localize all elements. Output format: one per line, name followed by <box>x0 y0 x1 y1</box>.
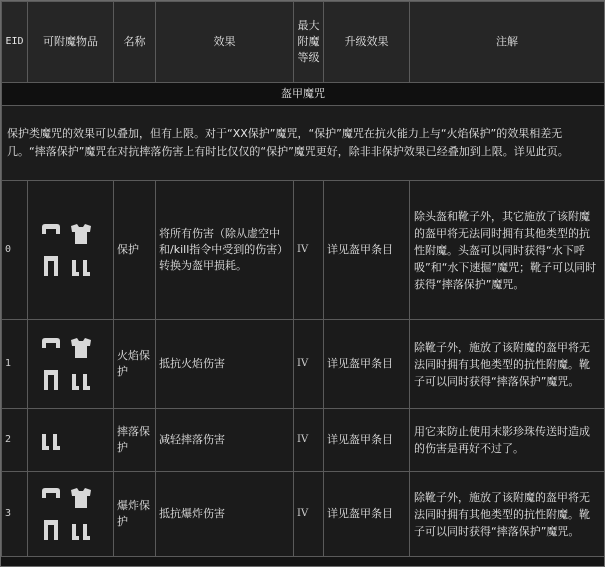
row-name: 保护 <box>114 181 156 320</box>
header-name: 名称 <box>114 2 156 83</box>
leggings-icon <box>39 368 63 392</box>
table-row <box>2 409 605 472</box>
row-effect: 将所有伤害（除从虚空中和/kill指令中受到的伤害）转换为盔甲损耗。 <box>156 181 294 320</box>
helmet-icon <box>39 336 63 360</box>
row-max-level: IV <box>294 320 324 409</box>
row-upgrade: 详见盔甲条目 <box>324 181 410 320</box>
row-effect: 抵抗火焰伤害 <box>156 320 294 409</box>
row-max-level: IV <box>294 181 324 320</box>
header-items: 可附魔物品 <box>28 2 114 83</box>
section-description: 保护类魔咒的效果可以叠加，但有上限。对于“XX保护”魔咒，“保护”魔咒在抗火能力上与“火焰保护”的效果相差无几。“摔落保护”魔咒在对抗摔落伤害上有时比仅仅的“保护”魔咒更好，除非非保护效果已经叠加到上限。详见此页。 <box>2 106 605 181</box>
row-items <box>28 409 114 472</box>
helmet-icon <box>39 222 63 246</box>
header-eid: EID <box>2 2 28 83</box>
row-items <box>28 181 114 320</box>
row-effect: 抵抗爆炸伤害 <box>156 472 294 557</box>
row-effect: 减轻摔落伤害 <box>156 409 294 472</box>
table-row <box>2 320 605 409</box>
row-upgrade: 详见盔甲条目 <box>324 472 410 557</box>
header-notes: 注解 <box>410 2 605 83</box>
header-max-level: 最大附魔等级 <box>294 2 324 83</box>
table-row <box>2 181 605 320</box>
header-upgrade: 升级效果 <box>324 2 410 83</box>
table-row <box>2 472 605 557</box>
row-max-level: IV <box>294 409 324 472</box>
row-items <box>28 472 114 557</box>
header-effect: 效果 <box>156 2 294 83</box>
section-title-row <box>2 83 605 106</box>
section-description-row <box>2 106 605 181</box>
row-upgrade: 详见盔甲条目 <box>324 409 410 472</box>
row-notes: 用它来防止使用末影珍珠传送时造成的伤害是再好不过了。 <box>410 409 605 472</box>
boots-icon <box>69 368 93 392</box>
row-eid: 1 <box>2 320 28 409</box>
leggings-icon <box>39 254 63 278</box>
row-upgrade: 详见盔甲条目 <box>324 320 410 409</box>
leggings-icon <box>39 518 63 542</box>
table-header-row <box>2 2 605 83</box>
row-eid: 3 <box>2 472 28 557</box>
chestplate-icon <box>69 222 93 246</box>
row-notes: 除靴子外，施放了该附魔的盔甲将无法同时拥有其他类型的抗性附魔。靴子可以同时获得“摔落保护”魔咒。 <box>410 472 605 557</box>
section-title: 盔甲魔咒 <box>2 83 605 106</box>
row-notes: 除头盔和靴子外，其它施放了该附魔的盔甲将无法同时拥有其他类型的抗性附魔。头盔可以同时获得“水下呼吸”和“水下速掘”魔咒；靴子可以同时获得“摔落保护”魔咒。 <box>410 181 605 320</box>
row-eid: 2 <box>2 409 28 472</box>
row-max-level: IV <box>294 472 324 557</box>
row-name: 爆炸保护 <box>114 472 156 557</box>
row-name: 火焰保护 <box>114 320 156 409</box>
chestplate-icon <box>69 336 93 360</box>
chestplate-icon <box>69 486 93 510</box>
boots-icon <box>69 254 93 278</box>
helmet-icon <box>39 486 63 510</box>
enchantment-table <box>1 1 605 557</box>
row-notes: 除靴子外，施放了该附魔的盔甲将无法同时拥有其他类型的抗性附魔。靴子可以同时获得“摔落保护”魔咒。 <box>410 320 605 409</box>
boots-icon <box>39 428 63 452</box>
row-eid: 0 <box>2 181 28 320</box>
row-items <box>28 320 114 409</box>
enchant-rows <box>2 181 605 557</box>
row-name: 摔落保护 <box>114 409 156 472</box>
boots-icon <box>69 518 93 542</box>
